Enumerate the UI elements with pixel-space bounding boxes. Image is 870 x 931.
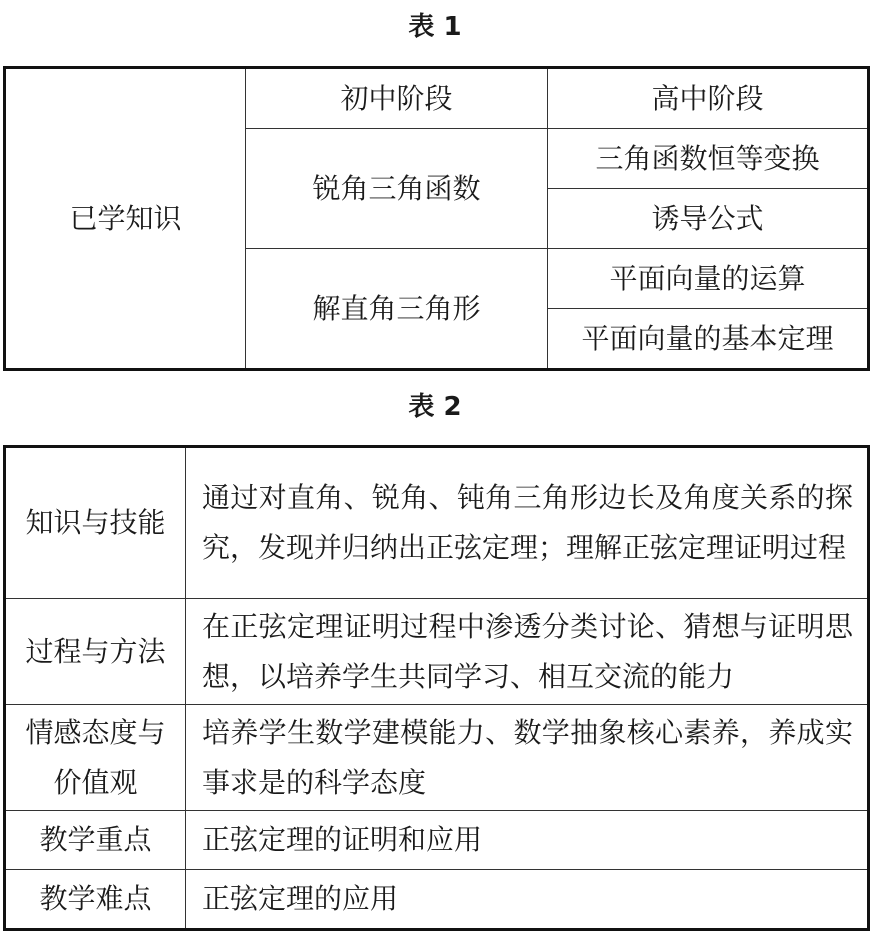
junior-topic-acute-trig: 锐角三角函数 [246, 129, 548, 249]
row-label-process-method: 过程与方法 [5, 599, 186, 705]
table-row [5, 705, 869, 811]
row-content-key-points: 正弦定理的证明和应用 [186, 811, 869, 870]
row-header-prior-knowledge: 已学知识 [5, 68, 246, 370]
table-row [5, 811, 869, 870]
table-row [5, 870, 869, 930]
row-content-attitude-values: 培养学生数学建模能力、数学抽象核心素养，养成实事求是的科学态度 [186, 705, 869, 811]
row-label-key-points: 教学重点 [5, 811, 186, 870]
row-label-difficult-points: 教学难点 [5, 870, 186, 930]
row-content-process-method: 在正弦定理证明过程中渗透分类讨论、猜想与证明思想，以培养学生共同学习、相互交流的能力 [186, 599, 869, 705]
senior-topic-trig-identity: 三角函数恒等变换 [548, 129, 869, 189]
table-2-caption: 表 2 [408, 392, 462, 422]
senior-topic-vector-operations: 平面向量的运算 [548, 249, 869, 309]
senior-topic-reduction-formula: 诱导公式 [548, 189, 869, 249]
table-1-caption: 表 1 [408, 12, 462, 42]
column-header-junior-stage: 初中阶段 [246, 68, 548, 129]
table-row [5, 447, 869, 599]
row-label-knowledge-skills: 知识与技能 [5, 447, 186, 599]
table-row [5, 599, 869, 705]
column-header-senior-stage: 高中阶段 [548, 68, 869, 129]
table-1-prior-knowledge [3, 66, 870, 371]
table-2-teaching-goals [3, 445, 870, 931]
row-content-difficult-points: 正弦定理的应用 [186, 870, 869, 930]
row-content-knowledge-skills: 通过对直角、锐角、钝角三角形边长及角度关系的探究，发现并归纳出正弦定理；理解正弦定理证明过程 [186, 447, 869, 599]
junior-topic-right-triangle: 解直角三角形 [246, 249, 548, 370]
senior-topic-vector-theorem: 平面向量的基本定理 [548, 309, 869, 370]
row-label-attitude-values: 情感态度与价值观 [5, 705, 186, 811]
